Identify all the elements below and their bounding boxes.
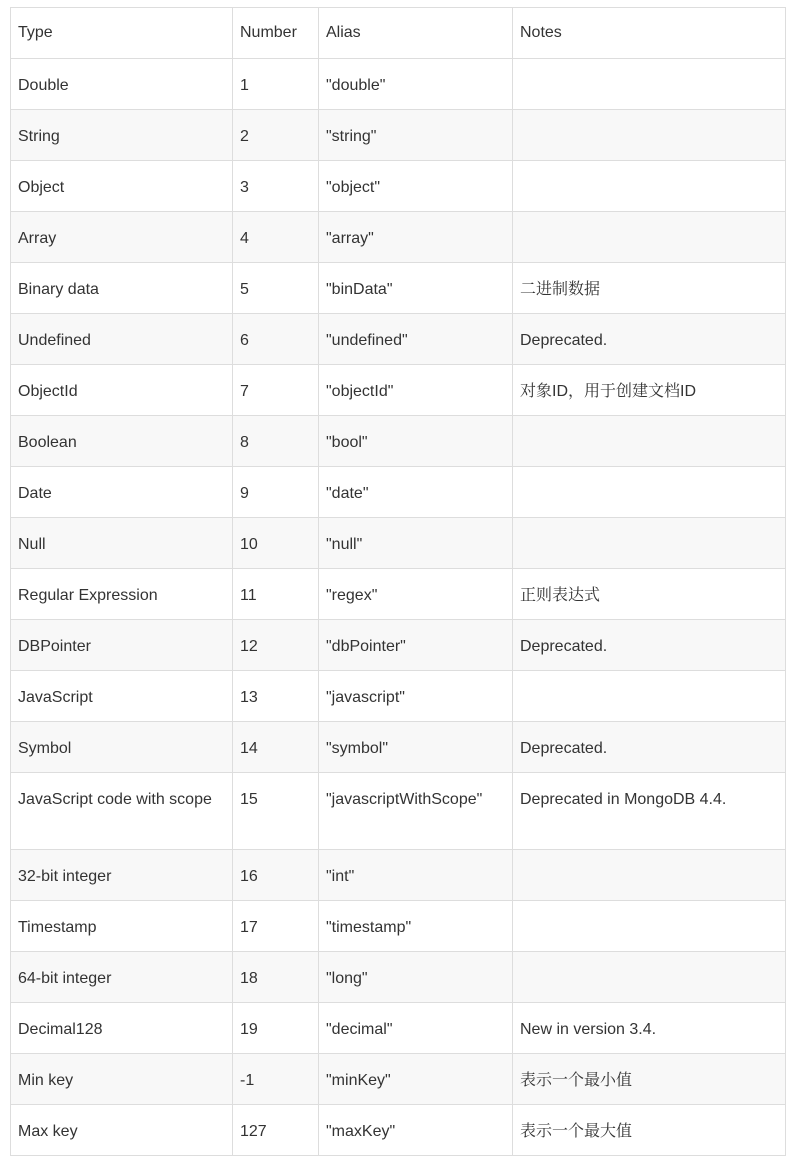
cell-notes bbox=[513, 901, 786, 952]
cell-alias: "symbol" bbox=[319, 722, 513, 773]
cell-type: Decimal128 bbox=[11, 1003, 233, 1054]
cell-alias: "timestamp" bbox=[319, 901, 513, 952]
cell-alias: "binData" bbox=[319, 263, 513, 314]
bson-types-table-container bbox=[10, 7, 786, 1156]
cell-alias: "undefined" bbox=[319, 314, 513, 365]
table-row bbox=[11, 1054, 786, 1105]
table-row bbox=[11, 416, 786, 467]
cell-notes: 对象ID，用于创建文档ID bbox=[513, 365, 786, 416]
cell-alias: "javascript" bbox=[319, 671, 513, 722]
cell-alias: "double" bbox=[319, 59, 513, 110]
cell-number: 6 bbox=[233, 314, 319, 365]
table-row bbox=[11, 365, 786, 416]
cell-number: 4 bbox=[233, 212, 319, 263]
header-notes: Notes bbox=[513, 8, 786, 59]
cell-number: 9 bbox=[233, 467, 319, 518]
cell-number: 19 bbox=[233, 1003, 319, 1054]
cell-notes: Deprecated. bbox=[513, 722, 786, 773]
cell-notes: 二进制数据 bbox=[513, 263, 786, 314]
cell-alias: "minKey" bbox=[319, 1054, 513, 1105]
cell-number: 15 bbox=[233, 773, 319, 850]
table-row bbox=[11, 620, 786, 671]
cell-type: Null bbox=[11, 518, 233, 569]
cell-notes: Deprecated. bbox=[513, 620, 786, 671]
cell-number: 5 bbox=[233, 263, 319, 314]
table-row bbox=[11, 773, 786, 850]
table-row bbox=[11, 314, 786, 365]
cell-type: 32-bit integer bbox=[11, 850, 233, 901]
cell-alias: "decimal" bbox=[319, 1003, 513, 1054]
table-row bbox=[11, 110, 786, 161]
table-row bbox=[11, 901, 786, 952]
cell-number: 14 bbox=[233, 722, 319, 773]
cell-notes: Deprecated. bbox=[513, 314, 786, 365]
cell-notes bbox=[513, 161, 786, 212]
table-row bbox=[11, 59, 786, 110]
table-body bbox=[11, 59, 786, 1156]
cell-number: 7 bbox=[233, 365, 319, 416]
header-type: Type bbox=[11, 8, 233, 59]
cell-number: 127 bbox=[233, 1105, 319, 1156]
table-row bbox=[11, 1105, 786, 1156]
cell-type: DBPointer bbox=[11, 620, 233, 671]
table-row bbox=[11, 518, 786, 569]
cell-notes: 表示一个最小值 bbox=[513, 1054, 786, 1105]
cell-alias: "maxKey" bbox=[319, 1105, 513, 1156]
cell-type: Binary data bbox=[11, 263, 233, 314]
cell-type: Double bbox=[11, 59, 233, 110]
cell-notes bbox=[513, 110, 786, 161]
cell-notes bbox=[513, 59, 786, 110]
table-row bbox=[11, 467, 786, 518]
cell-alias: "date" bbox=[319, 467, 513, 518]
cell-number: 2 bbox=[233, 110, 319, 161]
cell-number: 18 bbox=[233, 952, 319, 1003]
cell-number: 10 bbox=[233, 518, 319, 569]
cell-type: String bbox=[11, 110, 233, 161]
cell-alias: "dbPointer" bbox=[319, 620, 513, 671]
cell-type: Date bbox=[11, 467, 233, 518]
cell-type: JavaScript bbox=[11, 671, 233, 722]
cell-number: -1 bbox=[233, 1054, 319, 1105]
cell-type: JavaScript code with scope bbox=[11, 773, 233, 850]
cell-number: 3 bbox=[233, 161, 319, 212]
cell-notes: Deprecated in MongoDB 4.4. bbox=[513, 773, 786, 850]
cell-type: Symbol bbox=[11, 722, 233, 773]
cell-number: 17 bbox=[233, 901, 319, 952]
cell-type: Object bbox=[11, 161, 233, 212]
cell-notes bbox=[513, 212, 786, 263]
cell-number: 13 bbox=[233, 671, 319, 722]
table-row bbox=[11, 952, 786, 1003]
table-row bbox=[11, 1003, 786, 1054]
cell-notes bbox=[513, 416, 786, 467]
table-row bbox=[11, 161, 786, 212]
cell-alias: "bool" bbox=[319, 416, 513, 467]
cell-alias: "object" bbox=[319, 161, 513, 212]
cell-notes bbox=[513, 671, 786, 722]
cell-alias: "objectId" bbox=[319, 365, 513, 416]
cell-notes: New in version 3.4. bbox=[513, 1003, 786, 1054]
cell-type: 64-bit integer bbox=[11, 952, 233, 1003]
cell-alias: "null" bbox=[319, 518, 513, 569]
table-row bbox=[11, 722, 786, 773]
cell-alias: "long" bbox=[319, 952, 513, 1003]
cell-number: 11 bbox=[233, 569, 319, 620]
cell-type: Array bbox=[11, 212, 233, 263]
cell-type: ObjectId bbox=[11, 365, 233, 416]
cell-alias: "array" bbox=[319, 212, 513, 263]
cell-notes: 表示一个最大值 bbox=[513, 1105, 786, 1156]
cell-notes bbox=[513, 850, 786, 901]
cell-type: Timestamp bbox=[11, 901, 233, 952]
cell-notes bbox=[513, 952, 786, 1003]
cell-type: Undefined bbox=[11, 314, 233, 365]
table-row bbox=[11, 569, 786, 620]
header-alias: Alias bbox=[319, 8, 513, 59]
cell-number: 16 bbox=[233, 850, 319, 901]
table-header bbox=[11, 8, 786, 59]
cell-notes: 正则表达式 bbox=[513, 569, 786, 620]
cell-alias: "string" bbox=[319, 110, 513, 161]
cell-type: Max key bbox=[11, 1105, 233, 1156]
header-row bbox=[11, 8, 786, 59]
cell-alias: "regex" bbox=[319, 569, 513, 620]
cell-alias: "javascriptWithScope" bbox=[319, 773, 513, 850]
cell-number: 1 bbox=[233, 59, 319, 110]
cell-type: Min key bbox=[11, 1054, 233, 1105]
cell-alias: "int" bbox=[319, 850, 513, 901]
cell-type: Boolean bbox=[11, 416, 233, 467]
table-row bbox=[11, 671, 786, 722]
cell-number: 12 bbox=[233, 620, 319, 671]
cell-type: Regular Expression bbox=[11, 569, 233, 620]
table-row bbox=[11, 263, 786, 314]
header-number: Number bbox=[233, 8, 319, 59]
table-row bbox=[11, 212, 786, 263]
cell-notes bbox=[513, 467, 786, 518]
cell-notes bbox=[513, 518, 786, 569]
table-row bbox=[11, 850, 786, 901]
cell-number: 8 bbox=[233, 416, 319, 467]
bson-types-table bbox=[10, 7, 786, 1156]
